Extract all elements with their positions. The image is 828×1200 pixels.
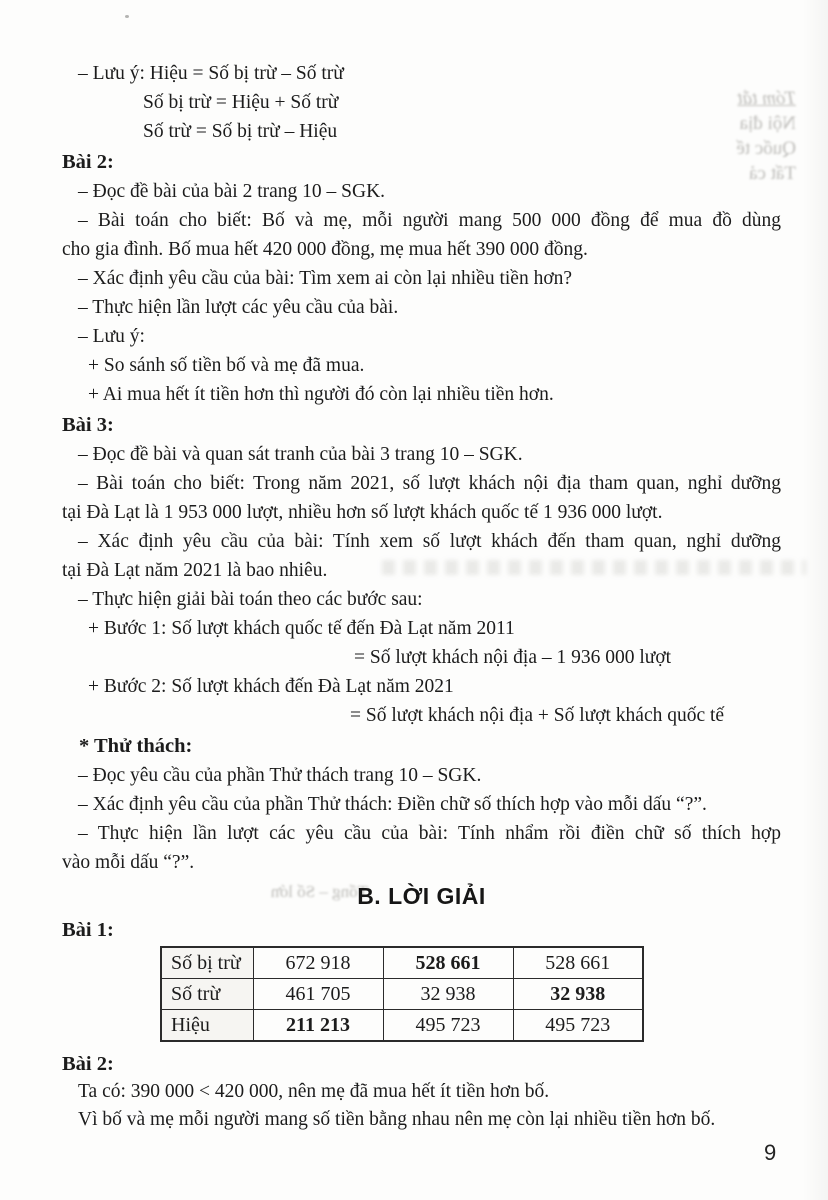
bai2-subpoint: + Ai mua hết ít tiền hơn thì người đó còn lại nhiều tiền hơn.: [88, 384, 554, 405]
bai3-require-line1: – Xác định yêu cầu của bài: Tính xem số lượt khách đến tham quan, nghỉ dưỡng: [78, 531, 781, 552]
bai3-step: – Thực hiện giải bài toán theo các bước sau:: [78, 589, 423, 610]
table-row: [161, 947, 643, 979]
bai2-step: – Đọc đề bài của bài 2 trang 10 – SGK.: [78, 181, 386, 202]
challenge-step-line1: – Thực hiện lần lượt các yêu cầu của bài: Tính nhẩm rồi điền chữ số thích hợp: [78, 823, 781, 844]
bai3-step: – Đọc đề bài và quan sát tranh của bài 3 trang 10 – SGK.: [78, 444, 523, 465]
page-number: 9: [764, 1140, 777, 1165]
table-cell: 528 661: [513, 947, 643, 979]
bleed-line: Tất cả: [749, 163, 796, 184]
note-line-1: – Lưu ý: Hiệu = Số bị trừ – Số trừ: [78, 63, 344, 84]
bai2-step: – Lưu ý:: [78, 326, 145, 347]
bai2-subpoint: + So sánh số tiền bố và mẹ đã mua.: [88, 355, 365, 376]
bleed-line: Tóm tắt: [737, 88, 796, 109]
section-title-challenge: * Thử thách:: [79, 735, 193, 757]
bleed-through-snippet: Tổng – Số lớn: [270, 882, 368, 901]
table-row: [161, 979, 643, 1010]
challenge-step: – Đọc yêu cầu của phần Thử thách trang 10 – SGK.: [78, 765, 482, 786]
bai3-step1-formula: = Số lượt khách nội địa – 1 936 000 lượt: [354, 647, 672, 668]
bai2-step: – Xác định yêu cầu của bài: Tìm xem ai còn lại nhiều tiền hơn?: [78, 268, 573, 289]
bai3-problem-line2: tại Đà Lạt là 1 953 000 lượt, nhiều hơn số lượt khách quốc tế 1 936 000 lượt.: [62, 502, 663, 523]
bai1-answer-table: [160, 946, 644, 1042]
challenge-step-line2: vào mỗi dấu “?”.: [62, 852, 195, 873]
table-row: [161, 1010, 643, 1042]
solutions-section: [62, 877, 781, 1134]
bai3-step1: + Bước 1: Số lượt khách quốc tế đến Đà Lạt năm 2011: [88, 618, 515, 639]
section-title-bai3: Bài 3:: [62, 414, 114, 436]
solutions-heading: B. LỜI GIẢI: [357, 883, 486, 909]
table-cell: 672 918: [253, 947, 383, 979]
bai3-require-line2: tại Đà Lạt năm 2021 là bao nhiêu.: [62, 560, 328, 581]
note-line-2: Số bị trừ = Hiệu + Số trừ: [143, 92, 339, 113]
bai2-problem-line1: – Bài toán cho biết: Bố và mẹ, mỗi người mang 500 000 đồng để mua đồ dùng: [78, 210, 781, 231]
table-cell: 32 938: [383, 979, 513, 1010]
challenge-step: – Xác định yêu cầu của phần Thử thách: Điền chữ số thích hợp vào mỗi dấu “?”.: [78, 794, 707, 815]
bai2-problem-line2: cho gia đình. Bố mua hết 420 000 đồng, mẹ mua hết 390 000 đồng.: [62, 239, 588, 260]
bai3-problem-line1: – Bài toán cho biết: Trong năm 2021, số lượt khách nội địa tham quan, nghỉ dưỡng: [78, 473, 781, 494]
bai2-step: – Thực hiện lần lượt các yêu cầu của bài.: [78, 297, 399, 318]
table-cell-answer: 211 213: [253, 1010, 383, 1042]
table-cell: 461 705: [253, 979, 383, 1010]
note-line-3: Số trừ = Số bị trừ – Hiệu: [143, 121, 338, 142]
solution-title-bai1: Bài 1:: [62, 919, 114, 941]
bai2-solution-line: Ta có: 390 000 < 420 000, nên mẹ đã mua hết ít tiền hơn bố.: [78, 1081, 550, 1102]
bai3-step2: + Bước 2: Số lượt khách đến Đà Lạt năm 2021: [88, 676, 454, 697]
row-label: Số bị trừ: [161, 947, 253, 979]
table-cell: 495 723: [513, 1010, 643, 1042]
bai3-step2-formula: = Số lượt khách nội địa + Số lượt khách quốc tế: [350, 705, 725, 726]
table-cell-answer: 528 661: [383, 947, 513, 979]
section-title-bai2: Bài 2:: [62, 151, 114, 173]
row-label: Số trừ: [161, 979, 253, 1010]
bai2-solution-line: Vì bố và mẹ mỗi người mang số tiền bằng nhau nên mẹ còn lại nhiều tiền hơn bố.: [78, 1109, 716, 1130]
table-cell: 495 723: [383, 1010, 513, 1042]
bleed-line: Nội địa: [739, 113, 796, 134]
solution-title-bai2: Bài 2:: [62, 1053, 114, 1075]
bleed-line: Quốc tế: [736, 138, 796, 159]
row-label: Hiệu: [161, 1010, 253, 1042]
table-cell-answer: 32 938: [513, 979, 643, 1010]
